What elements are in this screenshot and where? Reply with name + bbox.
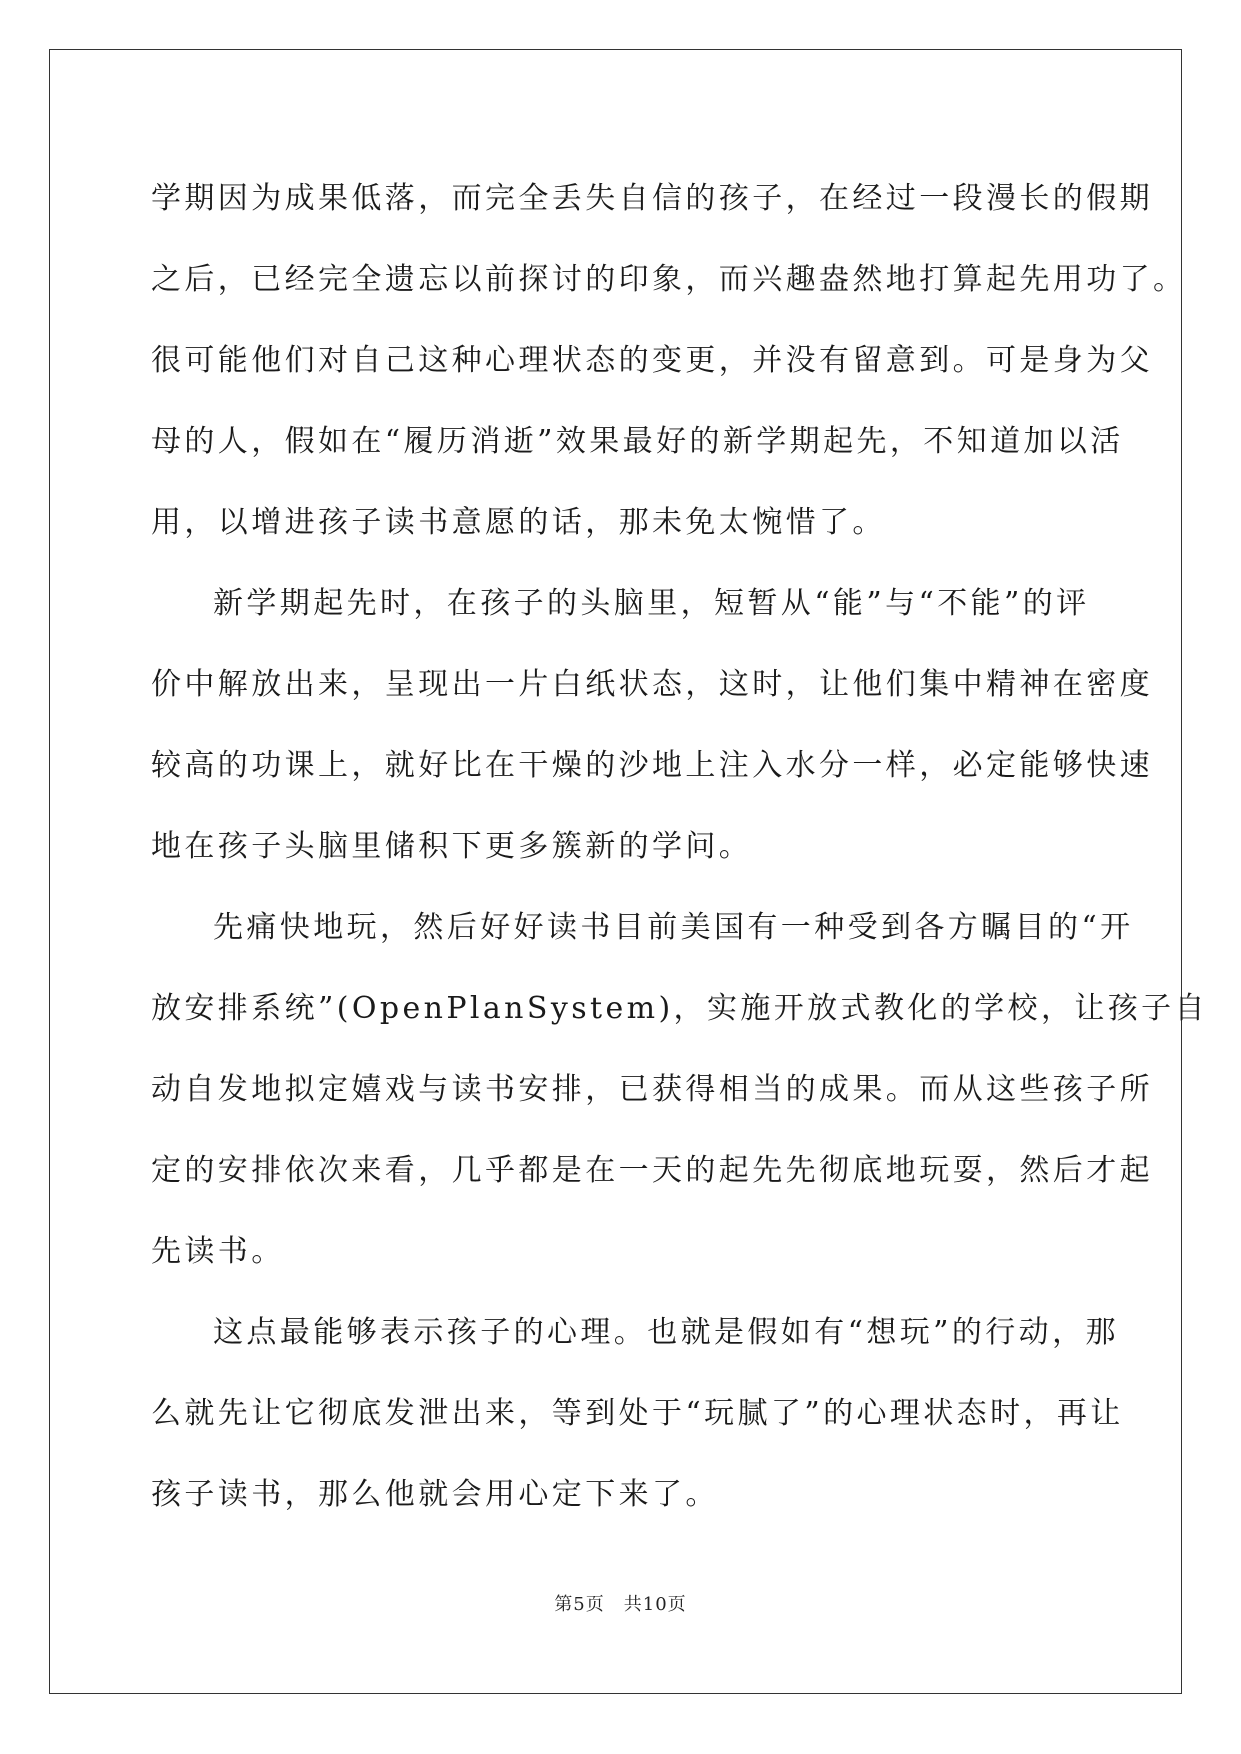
document-body <box>151 158 1208 1535</box>
text-line: 先读书。 <box>151 1234 285 1269</box>
text-line: 母的人，假如在“履历消逝”效果最好的新学期起先，不知道加以活 <box>151 424 1124 459</box>
paragraph <box>151 158 1187 563</box>
text-line: 放安排系统”(OpenPlanSystem)，实施开放式教化的学校，让孩子自 <box>151 991 1208 1026</box>
text-line: 价中解放出来，呈现出一片白纸状态，这时，让他们集中精神在密度 <box>151 667 1153 702</box>
text-line: 地在孩子头脑里储积下更多簇新的学问。 <box>151 829 753 864</box>
text-line: 用，以增进孩子读书意愿的话，那未免太惋惜了。 <box>151 505 886 540</box>
text-line: 很可能他们对自己这种心理状态的变更，并没有留意到。可是身为父 <box>151 343 1153 378</box>
text-line: 么就先让它彻底发泄出来，等到处于“玩腻了”的心理状态时，再让 <box>151 1396 1124 1431</box>
text-line: 先痛快地玩，然后好好读书目前美国有一种受到各方瞩目的“开 <box>213 910 1134 945</box>
text-line: 孩子读书，那么他就会用心定下来了。 <box>151 1477 719 1512</box>
text-line: 这点最能够表示孩子的心理。也就是假如有“想玩”的行动，那 <box>213 1315 1119 1350</box>
text-line: 动自发地拟定嬉戏与读书安排，已获得相当的成果。而从这些孩子所 <box>151 1072 1153 1107</box>
text-line: 定的安排依次来看，几乎都是在一天的起先先彻底地玩耍，然后才起 <box>151 1153 1153 1188</box>
text-line: 新学期起先时，在孩子的头脑里，短暂从“能”与“不能”的评 <box>213 586 1090 621</box>
text-line: 学期因为成果低落，而完全丢失自信的孩子，在经过一段漫长的假期 <box>151 181 1153 216</box>
text-line: 较高的功课上，就好比在干燥的沙地上注入水分一样，必定能够快速 <box>151 748 1153 783</box>
page-number: 第5页 共10页 <box>554 1594 687 1615</box>
paragraph <box>151 1292 1124 1535</box>
text-line: 之后，已经完全遗忘以前探讨的印象，而兴趣盎然地打算起先用功了。 <box>151 262 1187 297</box>
paragraph <box>151 887 1208 1292</box>
paragraph <box>151 563 1153 887</box>
